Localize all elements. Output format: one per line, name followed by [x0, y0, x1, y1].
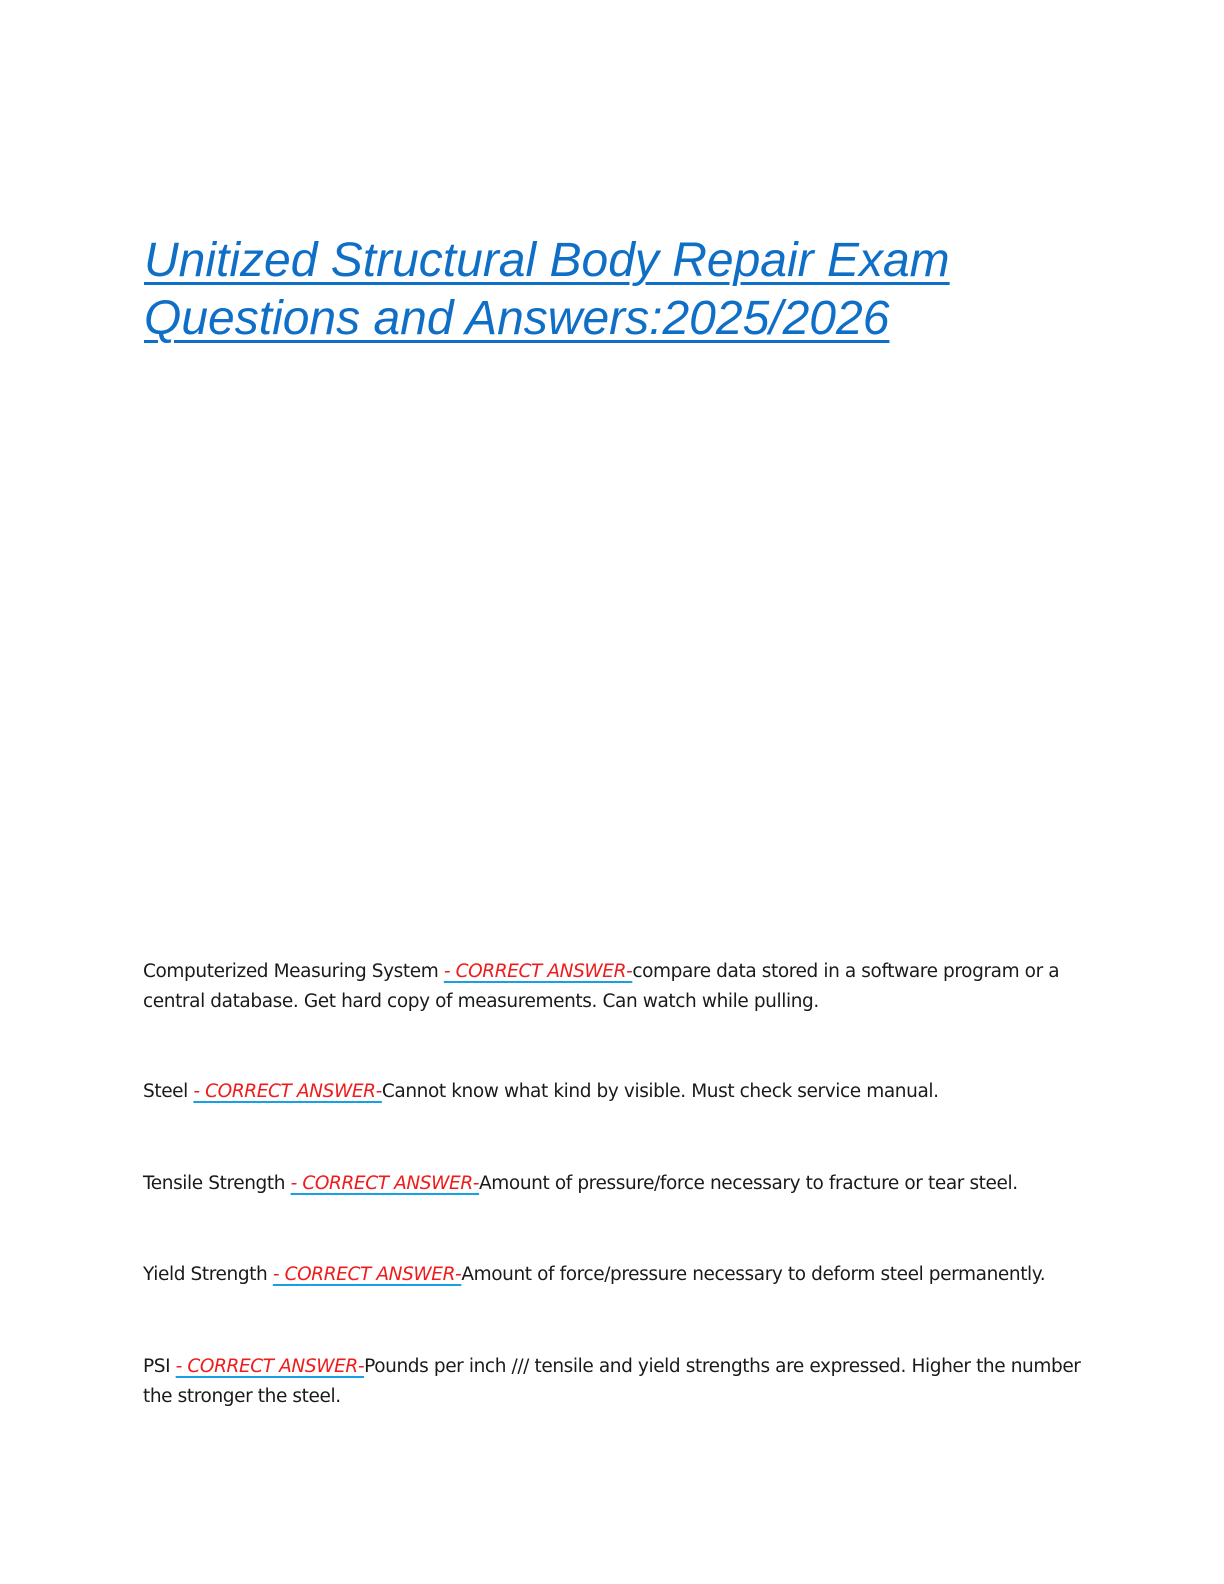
entry-term: PSI: [143, 1356, 171, 1377]
entry-definition: Amount of force/pressure necessary to deform steel permanently.: [461, 1264, 1046, 1285]
correct-answer-marker: - CORRECT ANSWER-: [290, 1173, 480, 1194]
correct-answer-marker: - CORRECT ANSWER-: [443, 961, 633, 982]
title-line-2: Questions and Answers:2025/2026: [144, 292, 890, 345]
entry-term: Steel: [143, 1081, 188, 1102]
qa-entry-yield-strength: [143, 1260, 1093, 1290]
document-title: [144, 232, 1084, 348]
qa-entry-psi: [143, 1352, 1093, 1412]
title-line-1: Unitized Structural Body Repair Exam: [144, 234, 950, 287]
correct-answer-marker: - CORRECT ANSWER-: [175, 1356, 365, 1377]
entry-term: Yield Strength: [143, 1264, 268, 1285]
entry-term: Computerized Measuring System: [143, 961, 439, 982]
entry-definition: Cannot know what kind by visible. Must check service manual.: [381, 1081, 939, 1102]
entry-definition: compare data stored in a software program or a central database. Get hard copy of measurements. Can watch while pulling.: [143, 961, 1060, 1012]
qa-entry-tensile-strength: [143, 1169, 1093, 1199]
entry-definition: Amount of pressure/force necessary to fracture or tear steel.: [479, 1173, 1018, 1194]
qa-entry-computerized-measuring-system: [143, 957, 1093, 1017]
correct-answer-marker: - CORRECT ANSWER-: [272, 1264, 462, 1285]
qa-entry-steel: [143, 1077, 1093, 1107]
correct-answer-marker: - CORRECT ANSWER-: [193, 1081, 382, 1102]
entry-term: Tensile Strength: [143, 1173, 286, 1194]
entry-definition: Pounds per inch /// tensile and yield strengths are expressed. Higher the number the stronger the steel.: [143, 1356, 1081, 1407]
